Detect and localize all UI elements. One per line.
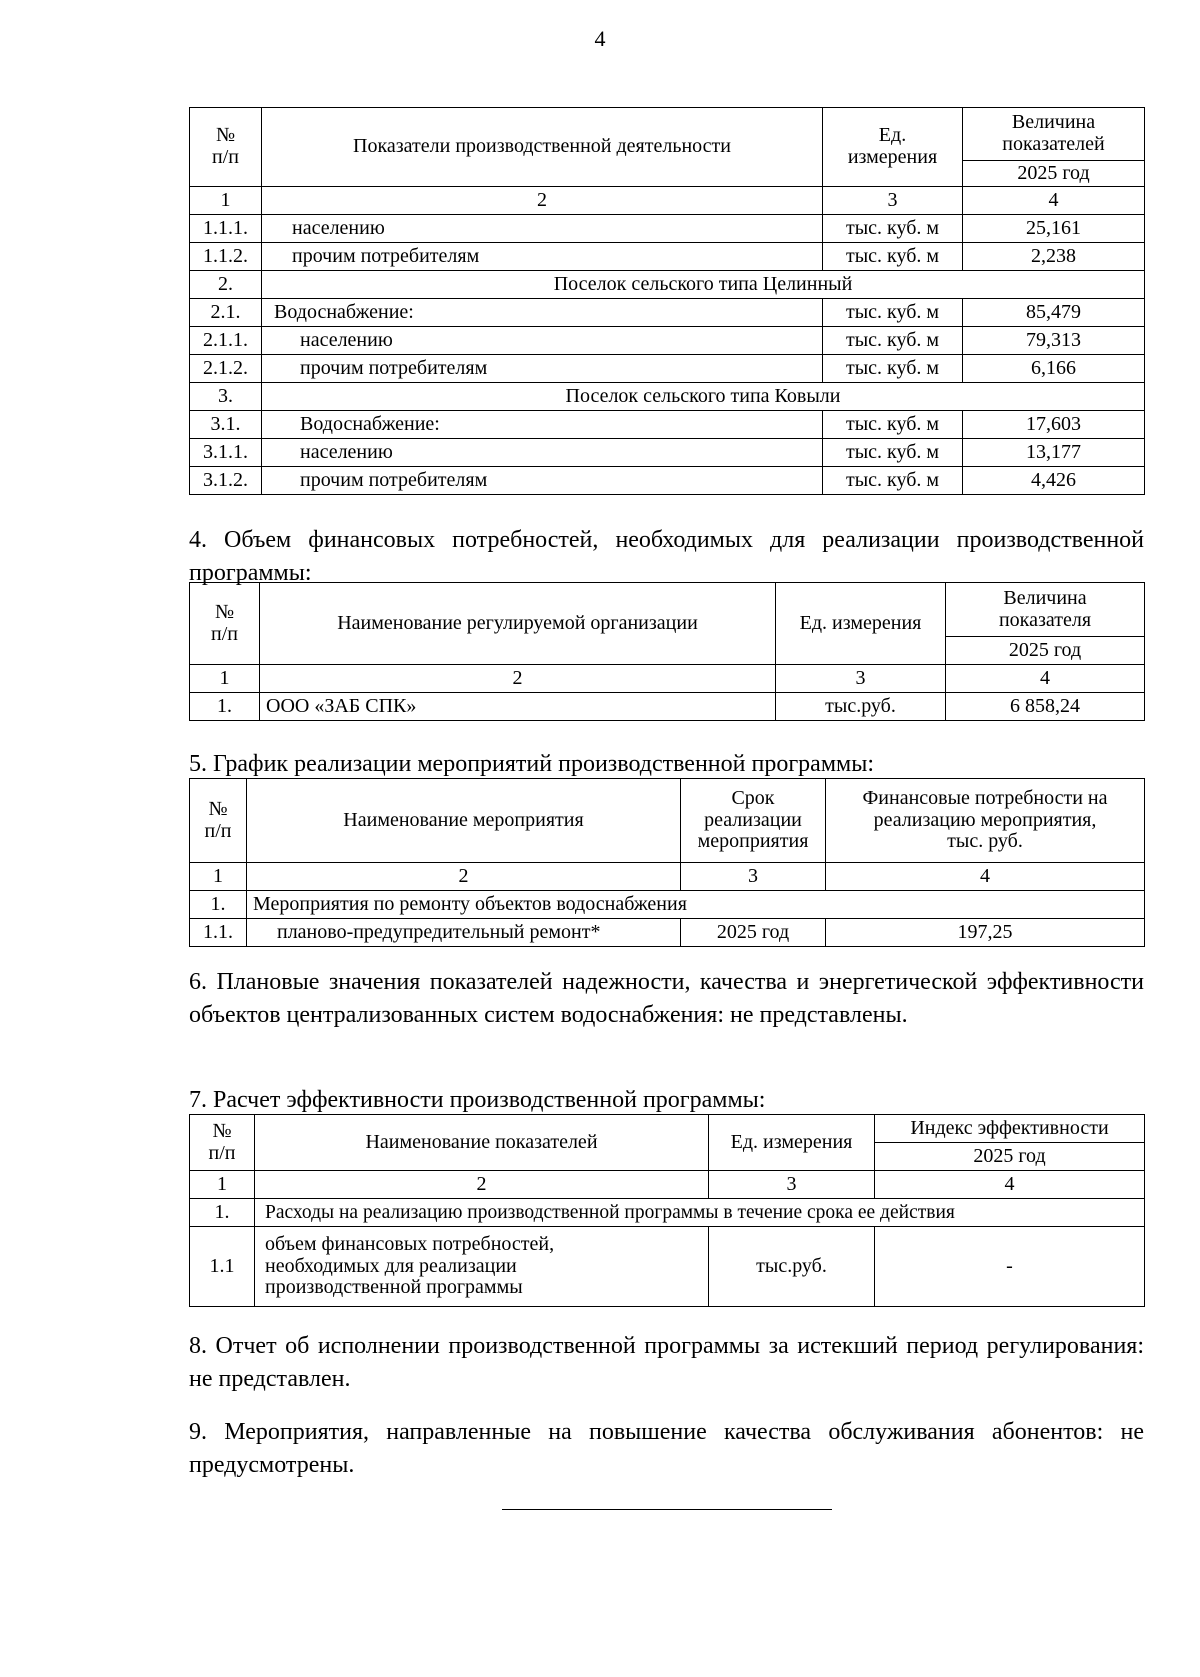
row-settlement: Поселок сельского типа Ковыли (262, 383, 1145, 411)
row-name: объем финансовых потребностей, необходимых для реализации производственной программы (255, 1227, 709, 1307)
table-row (190, 1227, 1145, 1307)
table-row (190, 919, 1145, 947)
section-8-text: 8. Отчет об исполнении производственной программы за истекший период регулирования: не представлен. (189, 1333, 1144, 1392)
efficiency-table (189, 1114, 1145, 1307)
row-unit: тыс. куб. м (823, 411, 963, 439)
section-5-heading: 5. График реализации мероприятий производственной программы: (189, 751, 874, 777)
table-row (190, 891, 1145, 919)
row-name: населению (262, 215, 823, 243)
row-no: 1.1.2. (190, 243, 262, 271)
header-term: Срок реализации мероприятия (681, 779, 826, 863)
row-name: прочим потребителям (262, 467, 823, 495)
row-name: прочим потребителям (262, 243, 823, 271)
row-value: 6,166 (963, 355, 1145, 383)
row-value: 17,603 (963, 411, 1145, 439)
row-settlement: Поселок сельского типа Целинный (262, 271, 1145, 299)
row-no: 3.1. (190, 411, 262, 439)
header-name: Наименование показателей (255, 1115, 709, 1171)
row-name: населению (262, 439, 823, 467)
row-unit: тыс.руб. (776, 693, 946, 721)
colnum: 1 (190, 187, 262, 215)
row-no: 3.1.1. (190, 439, 262, 467)
row-unit: тыс. куб. м (823, 327, 963, 355)
header-index: Индекс эффективности (875, 1115, 1145, 1143)
colnum: 1 (190, 1171, 255, 1199)
row-term: 2025 год (681, 919, 826, 947)
header-value: Величина показателя (946, 583, 1145, 637)
header-name: Показатели производственной деятельности (262, 108, 823, 187)
colnum: 4 (946, 665, 1145, 693)
header-name: Наименование мероприятия (247, 779, 681, 863)
colnum: 1 (190, 665, 260, 693)
header-no: № п/п (190, 779, 247, 863)
row-group-name: Мероприятия по ремонту объектов водоснабжения (247, 891, 1145, 919)
colnum: 4 (826, 863, 1145, 891)
header-unit: Ед. измерения (776, 583, 946, 665)
row-name: ООО «ЗАБ СПК» (260, 693, 776, 721)
header-finance: Финансовые потребности на реализацию мероприятия, тыс. руб. (826, 779, 1145, 863)
colnum: 3 (709, 1171, 875, 1199)
row-no: 1. (190, 891, 247, 919)
table-row (190, 243, 1145, 271)
row-name: Водоснабжение: (262, 299, 823, 327)
section-6-text: 6. Плановые значения показателей надежности, качества и энергетической эффективности объектов централизованных систем водоснабжения: не представлены. (189, 969, 1144, 1028)
row-value: 2,238 (963, 243, 1145, 271)
row-name: Водоснабжение: (262, 411, 823, 439)
row-value: 4,426 (963, 467, 1145, 495)
colnum: 2 (247, 863, 681, 891)
production-indicators-table (189, 107, 1145, 495)
table-row (190, 439, 1145, 467)
table-row (190, 1199, 1145, 1227)
table-row (190, 383, 1145, 411)
table-row (190, 693, 1145, 721)
closing-rule (502, 1509, 832, 1510)
header-unit: Ед. измерения (709, 1115, 875, 1171)
row-value: 6 858,24 (946, 693, 1145, 721)
financial-needs-table (189, 582, 1145, 721)
header-unit: Ед. измерения (823, 108, 963, 187)
row-value: 25,161 (963, 215, 1145, 243)
colnum: 2 (262, 187, 823, 215)
row-group-name: Расходы на реализацию производственной программы в течение срока ее действия (255, 1199, 1145, 1227)
row-value: 13,177 (963, 439, 1145, 467)
table-row (190, 299, 1145, 327)
header-value: Величина показателей (963, 108, 1145, 161)
header-year: 2025 год (946, 637, 1145, 665)
section-7-heading: 7. Расчет эффективности производственной программы: (189, 1087, 766, 1113)
row-no: 2.1.1. (190, 327, 262, 355)
row-value: 85,479 (963, 299, 1145, 327)
table-row (190, 411, 1145, 439)
row-index: - (875, 1227, 1145, 1307)
row-unit: тыс. куб. м (823, 439, 963, 467)
row-name: планово-предупредительный ремонт* (247, 919, 681, 947)
row-no: 3. (190, 383, 262, 411)
table-row (190, 215, 1145, 243)
header-no: № п/п (190, 583, 260, 665)
row-value: 79,313 (963, 327, 1145, 355)
colnum: 2 (260, 665, 776, 693)
table-row (190, 355, 1145, 383)
section-4-heading: 4. Объем финансовых потребностей, необходимых для реализации производственной программы: (189, 527, 1144, 586)
header-year: 2025 год (875, 1143, 1145, 1171)
row-unit: тыс. куб. м (823, 467, 963, 495)
colnum: 2 (255, 1171, 709, 1199)
row-no: 1. (190, 693, 260, 721)
table-row (190, 467, 1145, 495)
row-unit: тыс. куб. м (823, 299, 963, 327)
page-number: 4 (594, 26, 606, 51)
row-name: населению (262, 327, 823, 355)
row-finance: 197,25 (826, 919, 1145, 947)
table-row (190, 271, 1145, 299)
row-no: 2. (190, 271, 262, 299)
header-no: № п/п (190, 1115, 255, 1171)
colnum: 4 (875, 1171, 1145, 1199)
header-year: 2025 год (963, 161, 1145, 187)
header-no: № п/п (190, 108, 262, 187)
row-unit: тыс.руб. (709, 1227, 875, 1307)
row-no: 1.1 (190, 1227, 255, 1307)
section-9-text: 9. Мероприятия, направленные на повышение качества обслуживания абонентов: не предусмотрены. (189, 1419, 1144, 1478)
table-row (190, 327, 1145, 355)
schedule-table (189, 778, 1145, 947)
colnum: 3 (823, 187, 963, 215)
row-no: 1.1. (190, 919, 247, 947)
row-no: 1. (190, 1199, 255, 1227)
colnum: 1 (190, 863, 247, 891)
row-unit: тыс. куб. м (823, 215, 963, 243)
row-no: 3.1.2. (190, 467, 262, 495)
row-no: 1.1.1. (190, 215, 262, 243)
row-no: 2.1.2. (190, 355, 262, 383)
header-name: Наименование регулируемой организации (260, 583, 776, 665)
row-unit: тыс. куб. м (823, 243, 963, 271)
row-unit: тыс. куб. м (823, 355, 963, 383)
colnum: 4 (963, 187, 1145, 215)
row-no: 2.1. (190, 299, 262, 327)
colnum: 3 (681, 863, 826, 891)
row-name: прочим потребителям (262, 355, 823, 383)
colnum: 3 (776, 665, 946, 693)
